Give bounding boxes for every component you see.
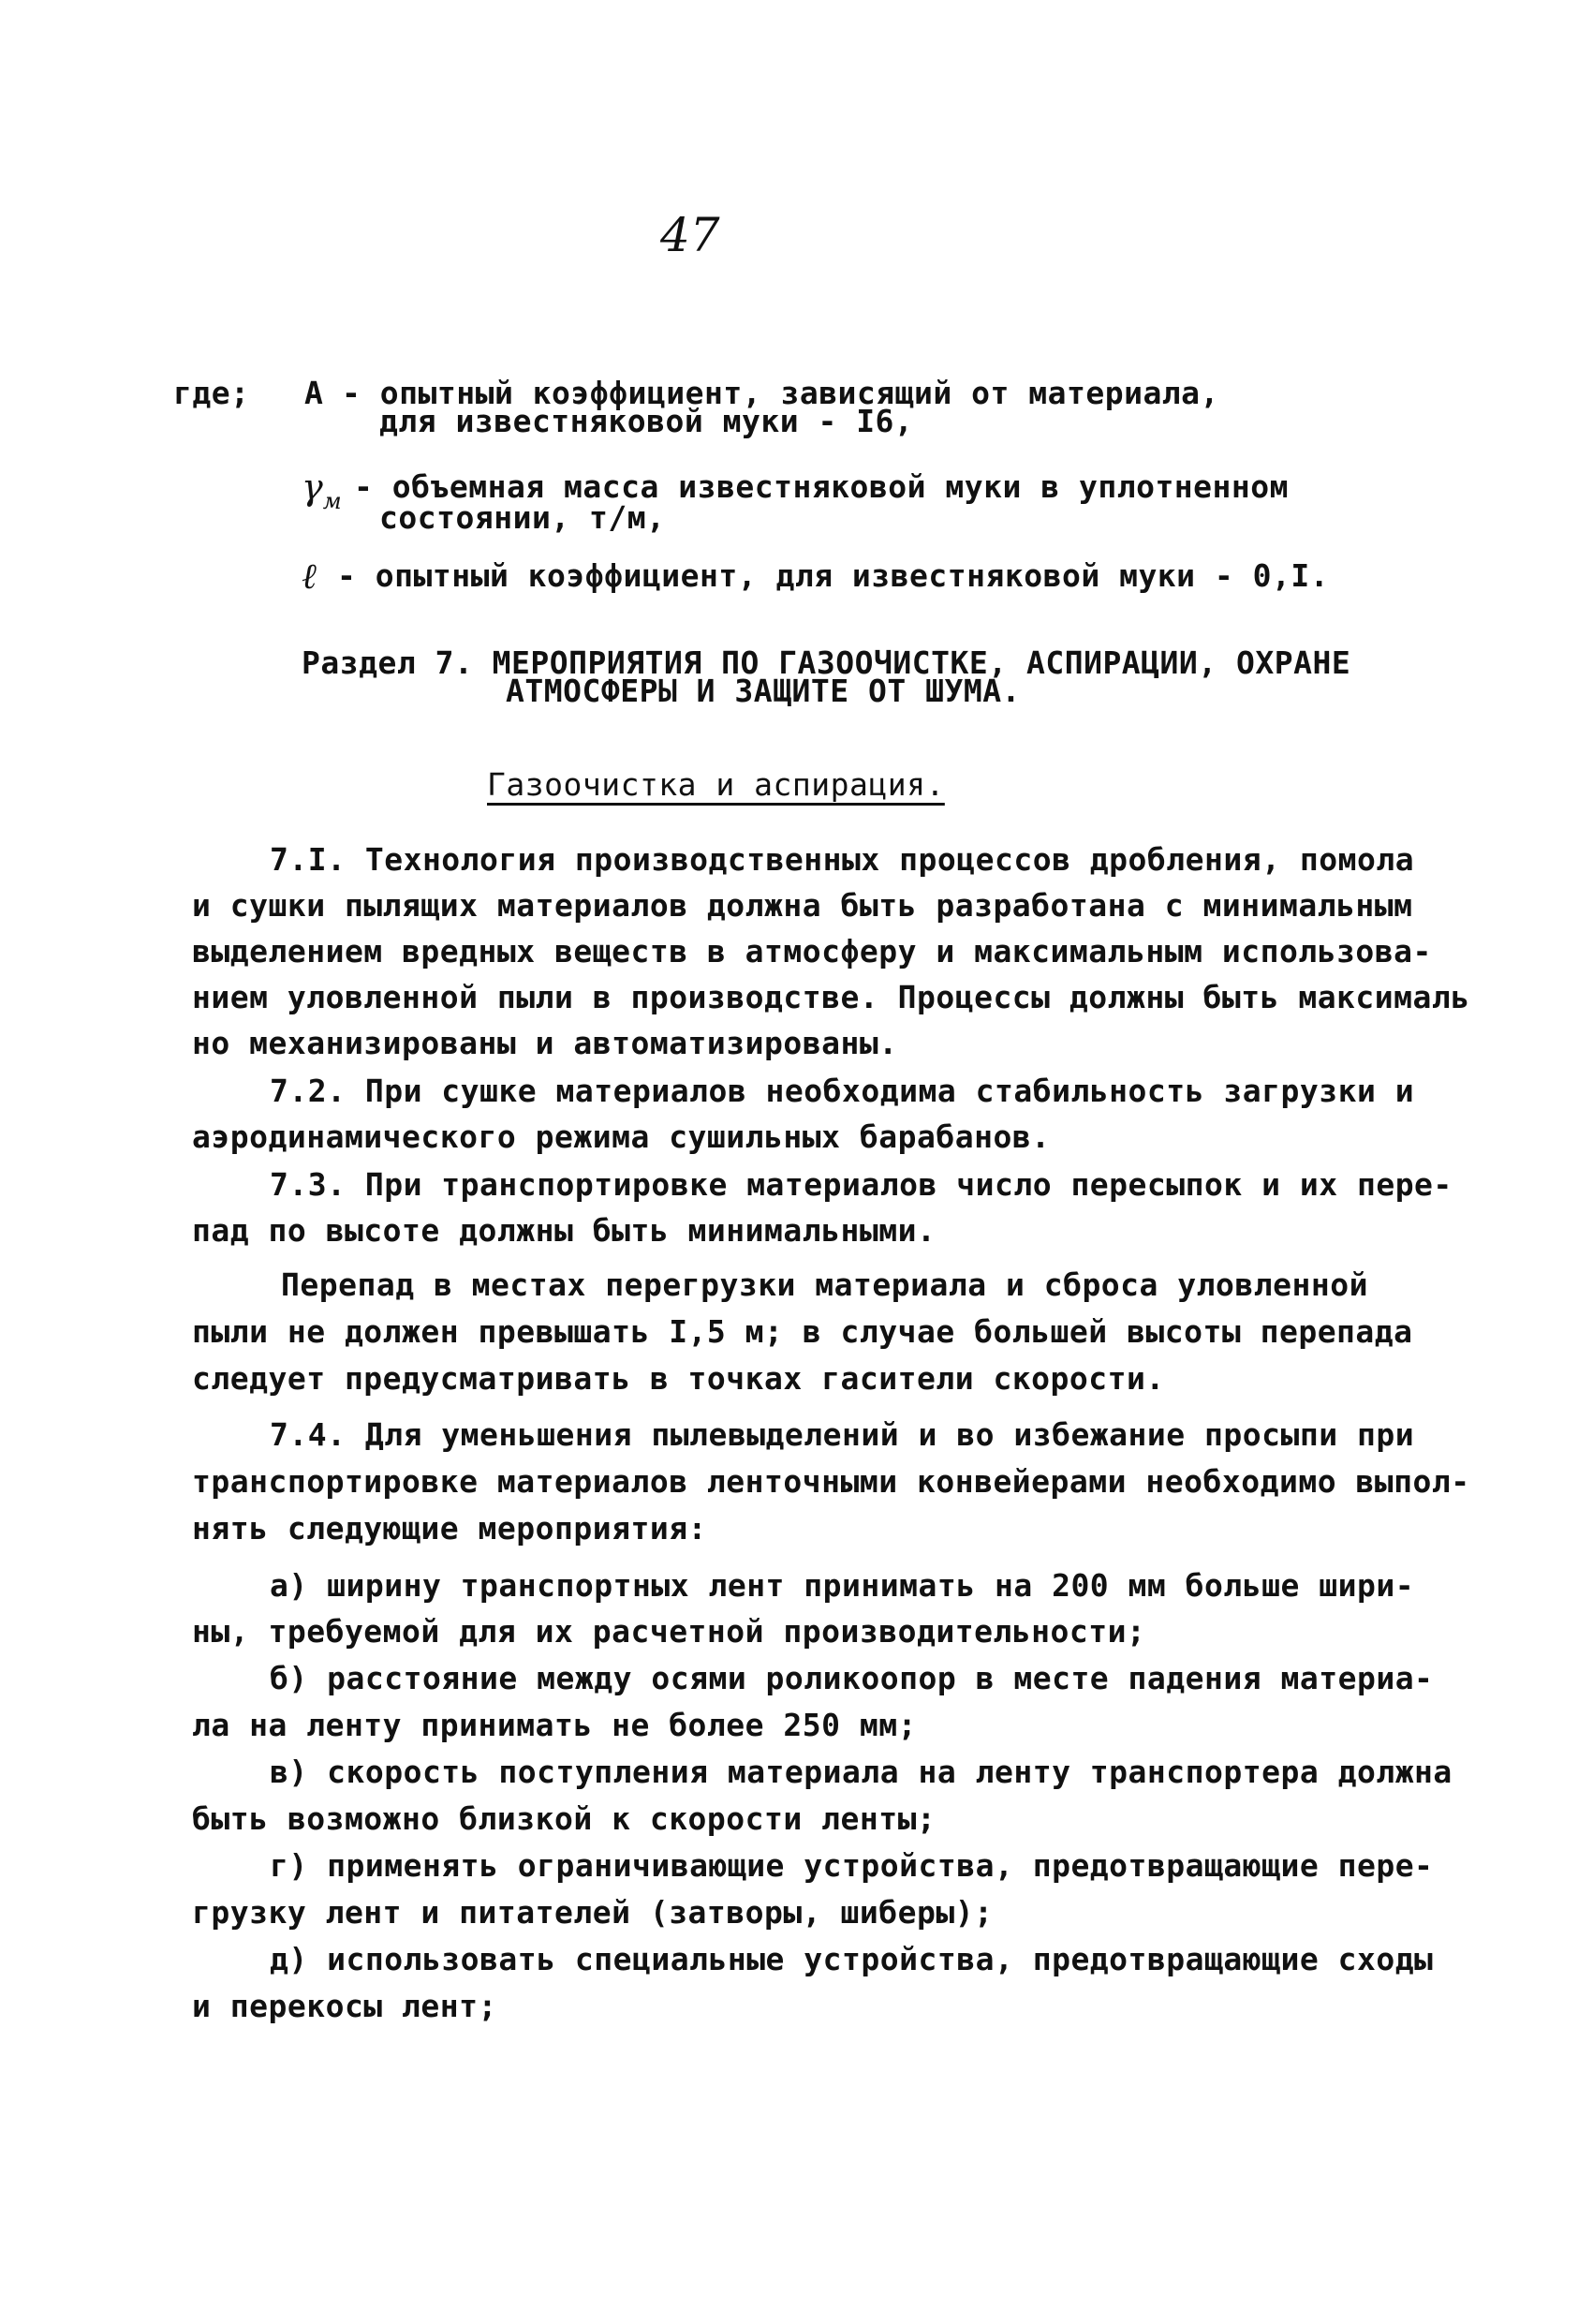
list-item-line: а) ширину транспортных лент принимать на 200 мм больше шири- <box>270 1567 1415 1604</box>
list-item-line: грузку лент и питателей (затворы, шиберы); <box>192 1894 994 1931</box>
paragraph-line: транспортировке материалов ленточными конвейерами необходимо выпол- <box>192 1463 1470 1500</box>
paragraph-line: 7.2. При сушке материалов необходима стабильность загрузки и <box>270 1073 1415 1109</box>
paragraph-line: и сушки пылящих материалов должна быть разработана с минимальным <box>192 887 1413 924</box>
list-item-line: быть возможно близкой к скорости ленты; <box>192 1800 937 1837</box>
list-item-line: ла на ленту принимать не более 250 мм; <box>192 1707 917 1743</box>
legend-symbol-l: ℓ <box>302 555 317 597</box>
paragraph-line: но механизированы и автоматизированы. <box>192 1025 898 1061</box>
paragraph-line: пыли не должен превышать I,5 м; в случае большей высоты перепада <box>192 1313 1413 1350</box>
legend-a-line-1: - опытный коэффициент, зависящий от материала, <box>342 375 1219 411</box>
paragraph-line: выделением вредных веществ в атмосферу и максимальным использова- <box>192 933 1432 970</box>
legend-gamma-line-1: - объемная масса известняковой муки в уплотненном <box>354 468 1290 505</box>
legend-gamma-line-2: состоянии, т/м, <box>379 499 666 536</box>
list-item-line: и перекосы лент; <box>192 1988 497 2024</box>
section-heading-line-2: АТМОСФЕРЫ И ЗАЩИТЕ ОТ ШУМА. <box>506 673 1021 709</box>
paragraph-line: нять следующие мероприятия: <box>192 1510 707 1547</box>
legend-symbol-a: A <box>304 375 324 411</box>
paragraph-line: Перепад в местах перегрузки материала и сброса уловленной <box>281 1266 1368 1303</box>
page-number: 47 <box>660 208 720 262</box>
paragraph-line: 7.3. При транспортировке материалов число пересыпок и их пере- <box>270 1166 1453 1203</box>
list-item-line: ны, требуемой для их расчетной производительности; <box>192 1613 1146 1650</box>
list-item-line: г) применять ограничивающие устройства, предотвращающие пере- <box>270 1847 1434 1884</box>
paragraph-line: следует предусматривать в точках гасители скорости. <box>192 1360 1165 1397</box>
paragraph-line: 7.4. Для уменьшения пылевыделений и во избежание просыпи при <box>270 1416 1415 1453</box>
list-item-line: в) скорость поступления материала на ленту транспортера должна <box>270 1754 1453 1790</box>
subsection-title: Газоочистка и аспирация. <box>487 766 945 803</box>
paragraph-line: 7.I. Технология производственных процессов дробления, помола <box>270 841 1415 878</box>
list-item-line: д) использовать специальные устройства, предотвращающие сходы <box>270 1941 1434 1977</box>
section-heading-line-1: Раздел 7. МЕРОПРИЯТИЯ ПО ГАЗООЧИСТКЕ, АСПИРАЦИИ, ОХРАНЕ <box>302 644 1351 681</box>
legend-l-line-1: - опытный коэффициент, для известняковой муки - 0,I. <box>337 557 1330 594</box>
legend-intro: где; <box>173 375 250 411</box>
paragraph-line: аэродинамического режима сушильных барабанов. <box>192 1118 1051 1155</box>
legend-a-line-2: для известняковой муки - I6, <box>379 403 914 439</box>
paragraph-line: нием уловленной пыли в производстве. Процессы должны быть максималь <box>192 979 1470 1015</box>
list-item-line: б) расстояние между осями роликоопор в месте падения материа- <box>270 1660 1434 1696</box>
legend-symbol-gamma: $\gamma_м$ <box>302 466 342 514</box>
paragraph-line: пад по высоте должны быть минимальными. <box>192 1212 937 1249</box>
